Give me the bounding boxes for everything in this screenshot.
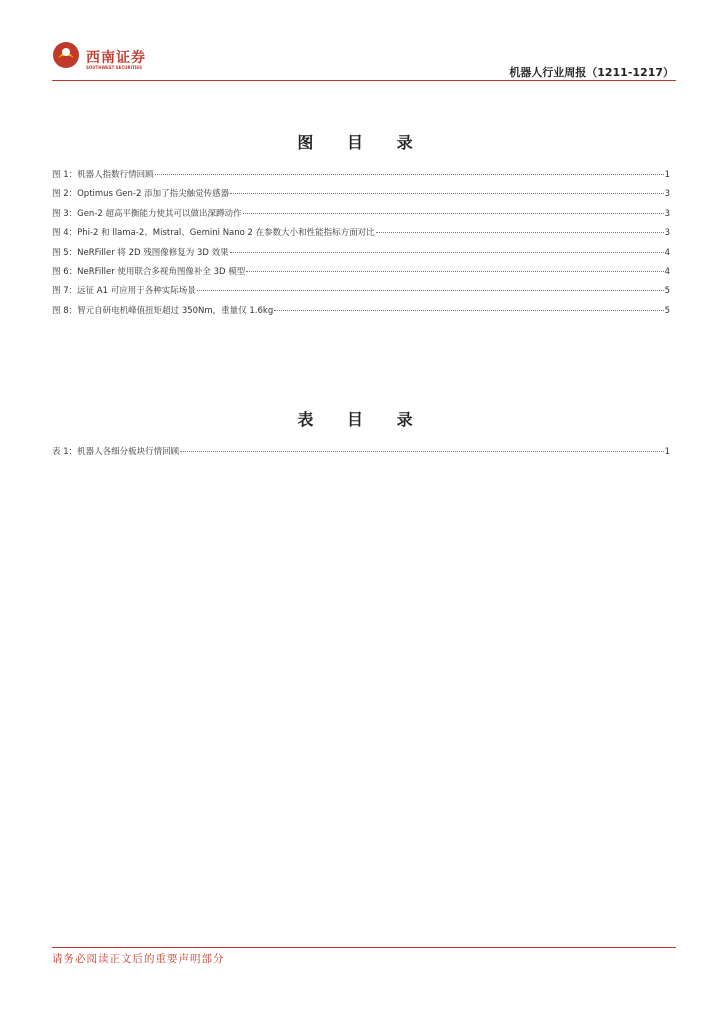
toc-entry-page: 4 — [664, 247, 670, 258]
toc-entry[interactable] — [52, 226, 670, 245]
toc-entry-label: 图 3：Gen-2 超高平衡能力使其可以做出深蹲动作 — [52, 208, 242, 219]
toc-leader-dots — [155, 174, 664, 175]
toc-leader-dots — [180, 451, 663, 452]
figure-toc-list — [52, 168, 670, 323]
toc-entry[interactable] — [52, 304, 670, 323]
toc-entry[interactable] — [52, 246, 670, 265]
toc-entry[interactable] — [52, 265, 670, 284]
footer-divider — [52, 947, 676, 948]
toc-entry[interactable] — [52, 187, 670, 206]
toc-leader-dots — [243, 213, 664, 214]
toc-entry-label: 图 5：NeRFiller 将 2D 残图像修复为 3D 效果 — [52, 247, 229, 258]
toc-leader-dots — [274, 310, 663, 311]
toc-entry[interactable] — [52, 207, 670, 226]
table-toc-title: 表 目 录 — [297, 410, 427, 429]
company-logo — [52, 40, 152, 76]
table-toc-list — [52, 445, 670, 464]
logo-chinese-name: 西南证券 — [86, 50, 146, 66]
figure-toc-title: 图 目 录 — [297, 133, 427, 152]
toc-entry-label: 图 2：Optimus Gen-2 添加了指尖触觉传感器 — [52, 189, 230, 200]
toc-leader-dots — [376, 232, 664, 233]
toc-entry-page: 4 — [664, 266, 670, 277]
toc-entry-page: 1 — [664, 170, 670, 180]
toc-leader-dots — [230, 193, 664, 194]
page-header — [52, 40, 676, 82]
toc-entry-page: 1 — [664, 447, 670, 457]
toc-entry-page: 5 — [664, 305, 670, 316]
toc-entry-page: 5 — [664, 286, 670, 297]
toc-leader-dots — [197, 290, 664, 291]
toc-entry[interactable] — [52, 168, 670, 187]
toc-entry-label: 图 1：机器人指数行情回顾 — [52, 170, 154, 180]
header-divider — [52, 80, 676, 81]
toc-entry-label: 图 8：智元自研电机峰值扭矩超过 350Nm，重量仅 1.6kg — [52, 305, 274, 316]
toc-entry-label: 图 6：NeRFiller 使用联合多视角图像补全 3D 模型 — [52, 266, 246, 277]
toc-entry-page: 3 — [664, 189, 670, 200]
toc-entry[interactable] — [52, 284, 670, 303]
footer-notice: 请务必阅读正文后的重要声明部分 — [52, 953, 225, 965]
report-title: 机器人行业周报（1211-1217） — [509, 66, 674, 79]
toc-leader-dots — [230, 252, 664, 253]
toc-entry-label: 图 7：远征 A1 可应用于各种实际场景 — [52, 286, 196, 297]
toc-entry-label: 表 1：机器人各细分板块行情回顾 — [52, 447, 180, 457]
toc-entry-label: 图 4：Phi-2 和 llama-2、Mistral、Gemini Nano 2 在参数大小和性能指标方面对比 — [52, 228, 375, 239]
logo-emblem-icon — [52, 41, 80, 69]
toc-entry-page: 3 — [664, 208, 670, 219]
toc-leader-dots — [246, 271, 663, 272]
toc-entry[interactable] — [52, 445, 670, 464]
logo-english-name: SOUTHWEST SECURITIES — [86, 65, 142, 70]
toc-entry-page: 3 — [664, 228, 670, 239]
